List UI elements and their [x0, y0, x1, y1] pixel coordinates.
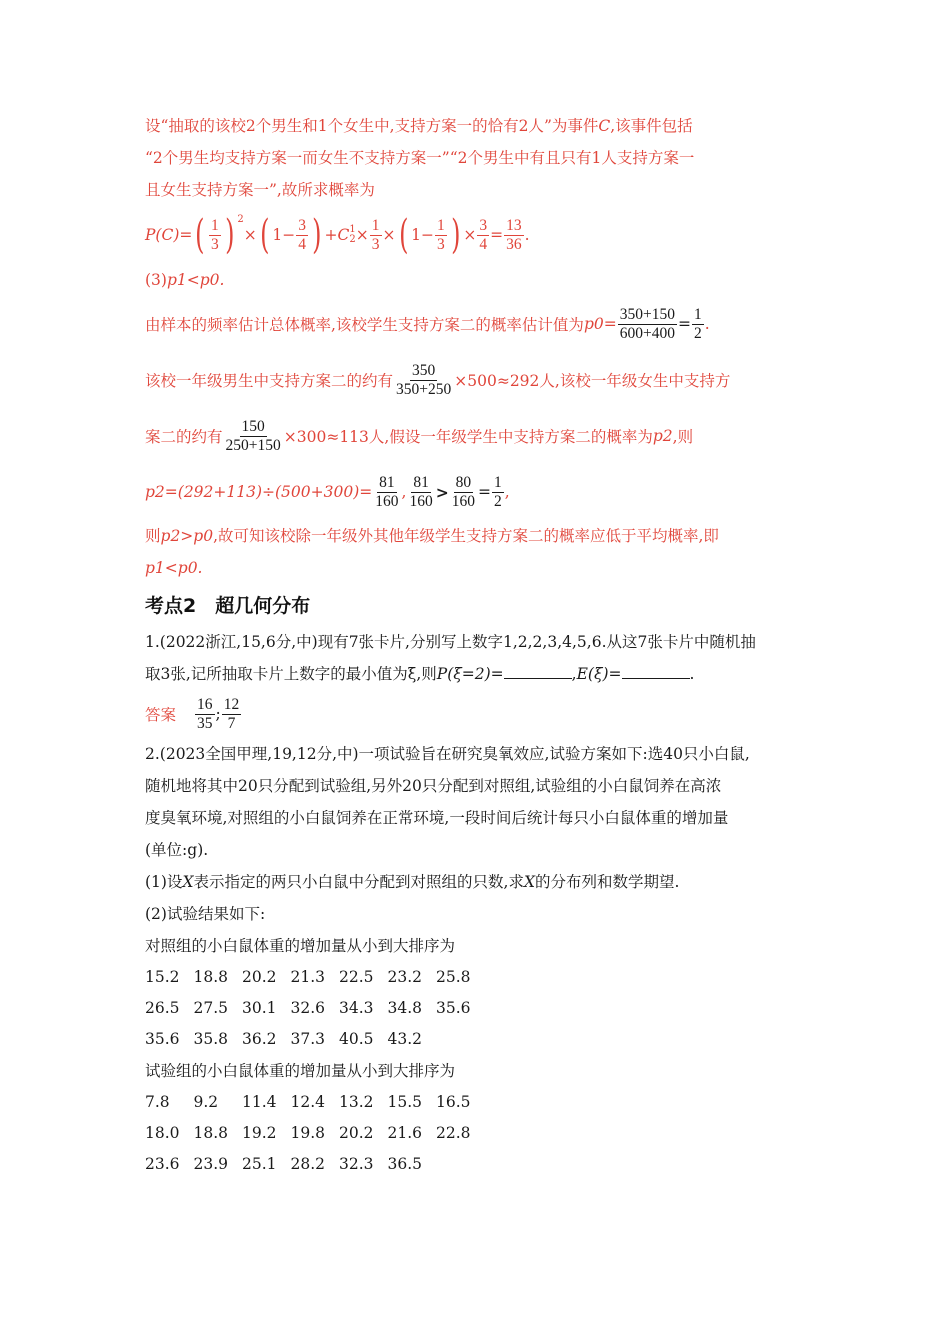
control-value: 35.6	[436, 999, 471, 1017]
q2-part-1: (1)设X表示指定的两只小白鼠中分配到对照组的只数,求X的分布列和数学期望.	[145, 873, 680, 891]
answer-blank-2	[622, 662, 690, 679]
control-value: 23.2	[387, 968, 423, 986]
control-value: 35.8	[193, 1030, 229, 1048]
experiment-value: 15.5	[387, 1093, 423, 1111]
control-group-label: 对照组的小白鼠体重的增加量从小到大排序为	[145, 937, 456, 955]
probability-formula: P(C)= ( $\frac{1}{3}$ ) $^2$ × ( 1− $\frac{3}{4}$ ) + C 1 2 × $\frac{1}{3}$ × ( 1− $\frac{1}{3}$ ) × $\frac{3}{4}$ = $\frac{13}{36}$ .	[145, 212, 530, 258]
experiment-value: 12.4	[290, 1093, 326, 1111]
control-value: 37.3	[290, 1030, 326, 1048]
experiment-value: 13.2	[339, 1093, 374, 1111]
experiment-value: 11.4	[242, 1093, 277, 1111]
conclusion-line-1: 则p2>p0,故可知该校除一年级外其他年级学生支持方案二的概率应低于平均概率,即	[145, 527, 719, 545]
q2-line-3: 度臭氧环境,对照组的小白鼠饲养在正常环境,一段时间后统计每只小白鼠体重的增加量	[145, 809, 729, 827]
solution-line-3: 且女生支持方案一”,故所求概率为	[145, 181, 375, 199]
experiment-group-data	[145, 1087, 810, 1180]
experiment-value: 32.3	[339, 1155, 374, 1173]
experiment-value: 18.8	[193, 1124, 229, 1142]
experiment-row	[145, 1087, 810, 1118]
control-row	[145, 993, 810, 1024]
solution-line-2: “2个男生均支持方案一而女生不支持方案一”“2个男生中有且只有1人支持方案一	[145, 149, 695, 167]
control-value: 36.2	[242, 1030, 277, 1048]
p2-computation: p2=(292+113)÷(500+300)= $\frac{81}{160}$ , $\frac{81}{160}$ > $\frac{80}{160}$ = $\frac{1}{2}$ ,	[145, 473, 510, 510]
control-group-data	[145, 962, 810, 1055]
experiment-value: 19.8	[290, 1124, 326, 1142]
estimate-line: 由样本的频率估计总体概率,该校学生支持方案二的概率估计值为 p0= $\frac{350+150}{600+400}$ = $\frac{1}{2}$ .	[145, 305, 710, 342]
experiment-row	[145, 1149, 810, 1180]
numerator: 3	[479, 216, 488, 234]
control-value: 18.8	[193, 968, 229, 986]
control-row	[145, 962, 810, 993]
control-value: 34.8	[387, 999, 423, 1017]
boys-estimate-line: 该校一年级男生中支持方案二的约有 $\frac{350}{350+250}$ ×500≈292人,该校一年级女生中支持方	[145, 361, 731, 398]
control-value: 21.3	[290, 968, 326, 986]
control-value: 25.8	[436, 968, 471, 986]
experiment-value: 16.5	[436, 1093, 471, 1111]
part-3: (3)p1<p0.	[145, 271, 225, 289]
experiment-value: 23.6	[145, 1155, 180, 1173]
control-value: 27.5	[193, 999, 229, 1017]
experiment-value: 21.6	[387, 1124, 423, 1142]
experiment-value: 25.1	[242, 1155, 277, 1173]
solution-block	[145, 110, 810, 584]
experiment-group-label: 试验组的小白鼠体重的增加量从小到大排序为	[145, 1062, 456, 1080]
q1-line-2: 取3张,记所抽取卡片上数字的最小值为ξ,则P(ξ=2)= ,E(ξ)= .	[145, 658, 810, 690]
q2-line-2: 随机地将其中20只分配到试验组,另外20只分配到对照组,试验组的小白鼠饲养在高浓	[145, 777, 722, 795]
experiment-value: 20.2	[339, 1124, 374, 1142]
answer-blank-1	[504, 662, 572, 679]
conclusion-line-2: p1<p0.	[145, 559, 203, 577]
control-value: 32.6	[290, 999, 326, 1017]
section-title: 考点2 超几何分布	[145, 595, 311, 617]
experiment-value: 18.0	[145, 1124, 180, 1142]
q2-line-4: (单位:g).	[145, 841, 209, 859]
control-value: 15.2	[145, 968, 180, 986]
experiment-value: 7.8	[145, 1093, 170, 1111]
q2-part-2: (2)试验结果如下:	[145, 905, 266, 923]
experiment-value: 19.2	[242, 1124, 277, 1142]
control-value: 22.5	[339, 968, 374, 986]
experiment-value: 28.2	[290, 1155, 326, 1173]
experiment-value: 23.9	[193, 1155, 229, 1173]
control-value: 40.5	[339, 1030, 374, 1048]
control-value: 43.2	[387, 1030, 423, 1048]
control-value: 30.1	[242, 999, 277, 1017]
control-value: 26.5	[145, 999, 180, 1017]
girls-estimate-line: 案二的约有 $\frac{150}{250+150}$ ×300≈113人,假设一年级学生中支持方案二的概率为 p2 ,则	[145, 417, 694, 454]
control-value: 20.2	[242, 968, 277, 986]
experiment-value: 22.8	[436, 1124, 471, 1142]
control-row	[145, 1024, 810, 1055]
experiment-row	[145, 1118, 810, 1149]
control-value: 35.6	[145, 1030, 180, 1048]
numerator: 3	[298, 216, 306, 234]
question-2	[145, 738, 810, 1180]
experiment-value: 9.2	[193, 1093, 219, 1111]
q2-line-1: 2.(2023全国甲理,19,12分,中)一项试验旨在研究臭氧效应,试验方案如下:选40只小白鼠,	[145, 745, 750, 763]
experiment-value: 36.5	[387, 1155, 423, 1173]
q1-answer: 答案 $\frac{16}{35}$ ; $\frac{12}{7}$	[145, 695, 240, 732]
document-page	[145, 110, 810, 1180]
q1-line-1: 1.(2022浙江,15,6分,中)现有7张卡片,分别写上数字1,2,2,3,4,5,6.从这7张卡片中随机抽	[145, 633, 756, 651]
solution-line-1: 设“抽取的该校2个男生和1个女生中,支持方案一的恰有2人”为事件C,该事件包括	[145, 117, 693, 135]
control-value: 34.3	[339, 999, 374, 1017]
question-1	[145, 626, 810, 738]
